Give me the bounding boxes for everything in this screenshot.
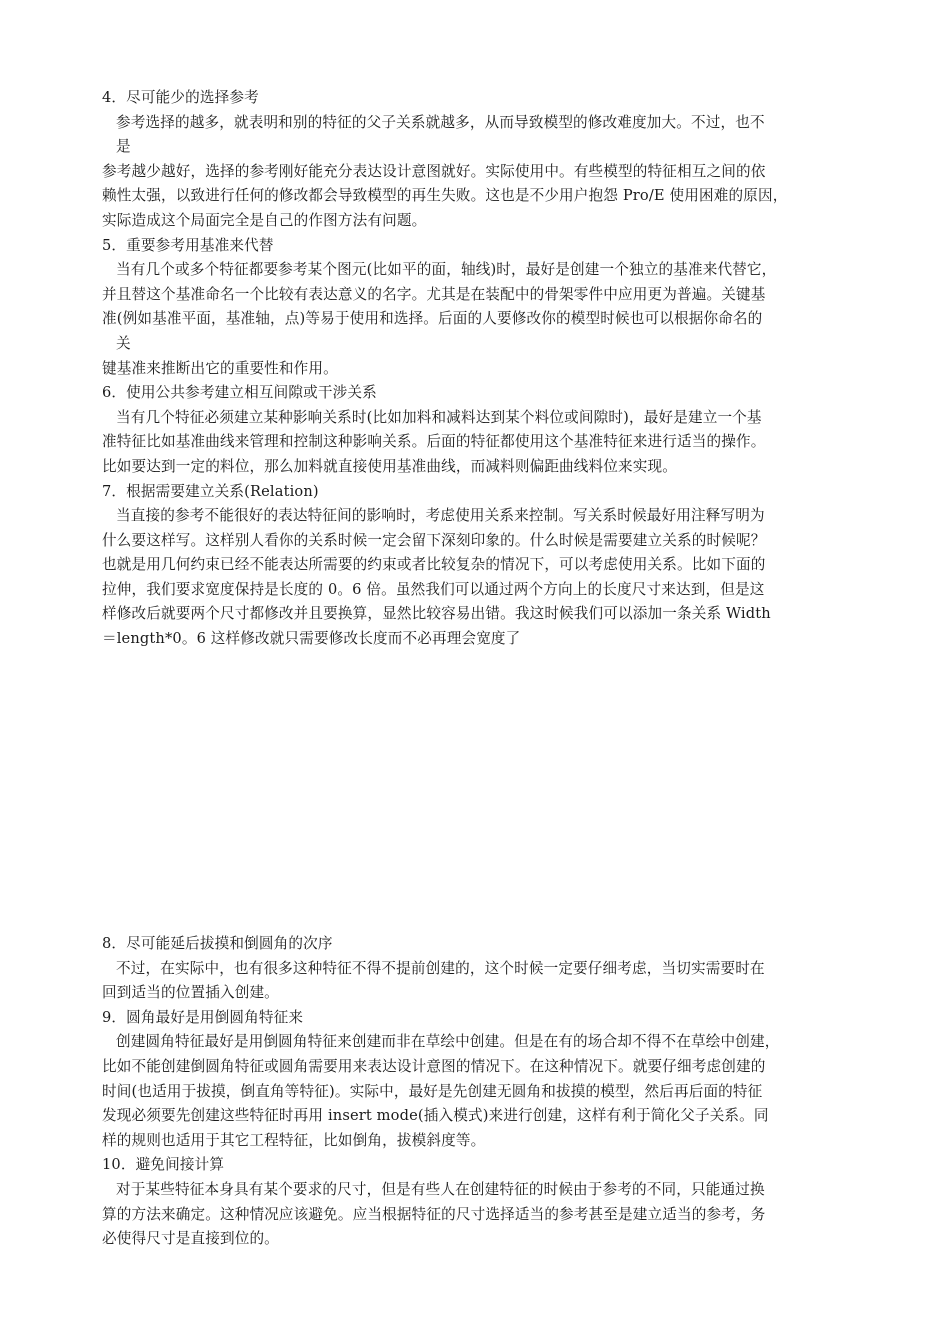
paragraph-line: 发现必须要先创建这些特征时再用 insert mode(插入模式)来进行创建，这样有利于简化父子关系。同 bbox=[102, 1107, 769, 1125]
section-heading: 5．重要参考用基准来代替 bbox=[102, 236, 274, 254]
paragraph-line: 并且替这个基准命名一个比较有表达意义的名字。尤其是在装配中的骨架零件中应用更为普遍。关键基 bbox=[102, 285, 766, 303]
paragraph-line: 当有几个特征必须建立某种影响关系时(比如加料和减料达到某个料位或间隙时)，最好是建立一个基 bbox=[116, 408, 762, 426]
paragraph-line: 必使得尺寸是直接到位的。 bbox=[102, 1230, 279, 1248]
paragraph-line: 当直接的参考不能很好的表达特征间的影响时，考虑使用关系来控制。写关系时候最好用注释写明为 bbox=[116, 507, 765, 525]
section-heading: 4．尽可能少的选择参考 bbox=[102, 89, 259, 106]
paragraph-line: 样的规则也适用于其它工程特征，比如倒角，拔模斜度等。 bbox=[102, 1131, 486, 1149]
paragraph-line: 参考越少越好，选择的参考刚好能充分表达设计意图就好。实际使用中。有些模型的特征相互之间的依 bbox=[102, 162, 766, 180]
paragraph-line: 参考选择的越多，就表明和别的特征的父子关系就越多，从而导致模型的修改难度加大。不过，也不 bbox=[116, 113, 765, 131]
paragraph-line: 准特征比如基准曲线来管理和控制这种影响关系。后面的特征都使用这个基准特征来进行适当的操作。 bbox=[102, 433, 766, 451]
paragraph-line: 准(例如基准平面，基准轴，点)等易于使用和选择。后面的人要修改你的模型时候也可以根据你命名的 bbox=[102, 310, 763, 328]
paragraph-line: 拉伸，我们要求宽度保持是长度的 0。6 倍。虽然我们可以通过两个方向上的长度尺寸来达到，但是这 bbox=[102, 580, 765, 598]
paragraph-line: 什么要这样写。这样别人看你的关系时候一定会留下深刻印象的。什么时候是需要建立关系的时候呢？ bbox=[102, 531, 766, 549]
paragraph-line: 也就是用几何约束已经不能表达所需要的约束或者比较复杂的情况下，可以考虑使用关系。比如下面的 bbox=[102, 556, 766, 574]
paragraph-line: 比如不能创建倒圆角特征或圆角需要用来表达设计意图的情况下。在这种情况下。就要仔细考虑创建的 bbox=[102, 1057, 766, 1075]
paragraph-line: 对于某些特征本身具有某个要求的尺寸，但是有些人在创建特征的时候由于参考的不同，只能通过换 bbox=[116, 1180, 765, 1198]
text-block-top bbox=[102, 86, 877, 652]
paragraph-line: 比如要达到一定的料位，那么加料就直接使用基准曲线，而减料则偏距曲线料位来实现。 bbox=[102, 457, 678, 475]
section-heading: 10．避免间接计算 bbox=[102, 1156, 225, 1174]
paragraph-line: 实际造成这个局面完全是自己的作图方法有问题。 bbox=[102, 211, 427, 229]
section-heading: 7．根据需要建立关系(Relation) bbox=[102, 482, 319, 500]
text-block-bottom bbox=[102, 932, 877, 1252]
paragraph-line: 样修改后就要两个尺寸都修改并且要换算，显然比较容易出错。我这时候我们可以添加一条关系 Width bbox=[102, 605, 771, 623]
section-heading: 8．尽可能延后拔摸和倒圆角的次序 bbox=[102, 935, 333, 952]
paragraph-line: 创建圆角特征最好是用倒圆角特征来创建而非在草绘中创建。但是在有的场合却不得不在草绘中创建， bbox=[116, 1033, 780, 1051]
paragraph-line: 键基准来推断出它的重要性和作用。 bbox=[102, 359, 338, 377]
paragraph-line: 是 bbox=[116, 138, 131, 156]
paragraph-line: 算的方法来确定。这种情况应该避免。应当根据特征的尺寸选择适当的参考甚至是建立适当的参考，务 bbox=[102, 1205, 766, 1223]
section-heading: 9．圆角最好是用倒圆角特征来 bbox=[102, 1008, 304, 1026]
paragraph-line: 关 bbox=[116, 334, 131, 352]
paragraph-line: 不过，在实际中，也有很多这种特征不得不提前创建的，这个时候一定要仔细考虑，当切实需要时在 bbox=[116, 959, 765, 977]
paragraph-line: 当有几个或多个特征都要参考某个图元(比如平的面，轴线)时，最好是创建一个独立的基准来代替它， bbox=[116, 261, 777, 279]
paragraph-line: 回到适当的位置插入创建。 bbox=[102, 984, 279, 1002]
paragraph-line: ＝length*0。6 这样修改就只需要修改长度而不必再理会宽度了 bbox=[102, 630, 521, 648]
section-heading: 6．使用公共参考建立相互间隙或干涉关系 bbox=[102, 384, 377, 402]
paragraph-line: 赖性太强，以致进行任何的修改都会导致模型的再生失败。这也是不少用户抱怨 Pro/E 使用困难的原因， bbox=[102, 187, 788, 205]
paragraph-line: 时间(也适用于拔摸，倒直角等特征)。实际中，最好是先创建无圆角和拔摸的模型，然后再后面的特征 bbox=[102, 1082, 763, 1100]
